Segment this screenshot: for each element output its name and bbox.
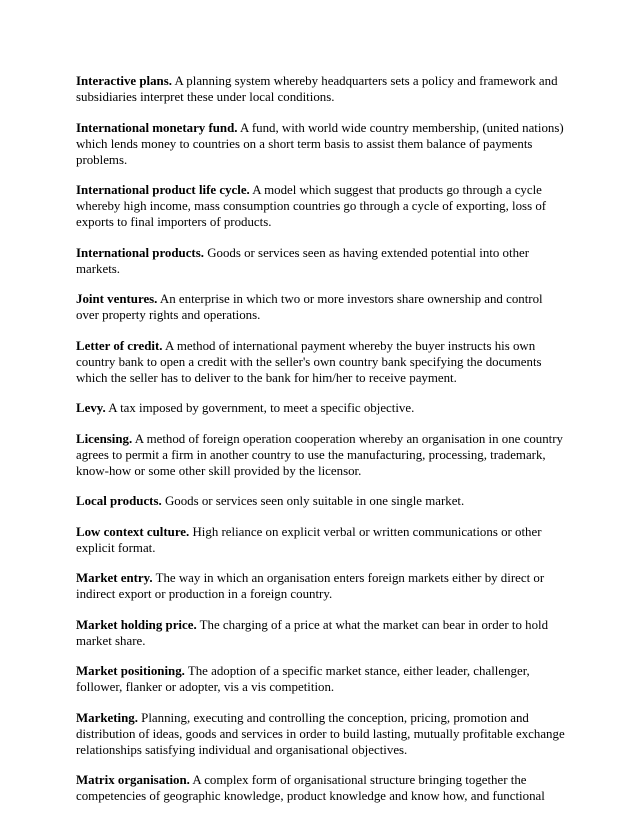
glossary-entry <box>76 400 566 416</box>
glossary-definition: A fund, with world wide country membership, (united nations) which lends money to countries on a short term basis to assist them balance of payments problems. <box>76 120 564 167</box>
glossary-entry <box>76 73 566 105</box>
glossary-definition: Goods or services seen as having extended potential into other markets. <box>76 245 530 276</box>
glossary-definition: A tax imposed by government, to meet a specific objective. <box>108 401 415 415</box>
glossary-entry <box>76 710 566 758</box>
glossary-definition: A method of international payment whereby the buyer instructs his own country bank to open a credit with the seller's own country bank specifying the documents which the seller has to deliver to the bank for him/her to receive payment. <box>76 338 542 385</box>
glossary-definition: A model which suggest that products go through a cycle whereby high income, mass consumption countries go through a cycle of exporting, loss of exports to final importers of products. <box>76 183 547 229</box>
glossary-term: International product life cycle. <box>76 183 250 197</box>
glossary-definition: A complex form of organisational structure bringing together the competencies of geographic knowledge, product knowledge and know how, and functional <box>76 773 545 803</box>
glossary-entry <box>76 338 566 386</box>
glossary-term: Matrix organisation. <box>76 773 190 787</box>
glossary-term: Interactive plans. <box>76 74 172 88</box>
glossary-term: Market positioning. <box>76 664 185 678</box>
glossary-entry <box>76 120 566 168</box>
glossary-definition: An enterprise in which two or more investors share ownership and control over property rights and operations. <box>76 292 543 322</box>
glossary-term: Low context culture. <box>76 524 190 539</box>
glossary-entry <box>76 245 566 277</box>
glossary-definition: A planning system whereby headquarters sets a policy and framework and subsidiaries interpret these under local conditions. <box>76 74 558 104</box>
glossary-definition: A method of foreign operation cooperation whereby an organisation in one country agrees to permit a firm in another country to use the manufacturing, processing, trademark, know-how or some other skill provided by the licensor. <box>76 431 564 478</box>
glossary-term: Letter of credit. <box>76 338 163 353</box>
glossary-definition: The charging of a price at what the market can bear in order to hold market share. <box>76 617 549 648</box>
glossary-definition: The way in which an organisation enters foreign markets either by direct or indirect export or production in a foreign country. <box>76 571 545 601</box>
glossary-entry <box>76 524 566 556</box>
glossary-term: Joint ventures. <box>76 292 158 306</box>
glossary-term: International monetary fund. <box>76 120 238 135</box>
glossary-definition: The adoption of a specific market stance, either leader, challenger, follower, flanker or adopter, vis a vis competition. <box>76 664 530 694</box>
glossary-term: Market entry. <box>76 571 153 585</box>
glossary-entry <box>76 772 566 804</box>
glossary-definition: Planning, executing and controlling the conception, pricing, promotion and distribution of ideas, goods and services in order to build lasting, mutually profitable exchange relationships satisfying individual and organisational objectives. <box>76 710 565 757</box>
glossary-entry <box>76 431 566 479</box>
glossary-entry <box>76 182 566 230</box>
glossary-term: Local products. <box>76 494 162 508</box>
glossary-entry <box>76 291 566 323</box>
glossary-term: International products. <box>76 245 204 260</box>
glossary-term: Marketing. <box>76 710 138 725</box>
glossary-term: Levy. <box>76 401 106 415</box>
glossary-entry <box>76 493 566 509</box>
glossary-entry <box>76 617 566 649</box>
glossary-definition: High reliance on explicit verbal or written communications or other explicit format. <box>76 524 542 555</box>
glossary-term: Licensing. <box>76 431 133 446</box>
glossary-term: Market holding price. <box>76 617 197 632</box>
glossary-entry <box>76 663 566 695</box>
glossary-definition: Goods or services seen only suitable in one single market. <box>164 494 465 508</box>
glossary-list <box>76 73 566 819</box>
glossary-entry <box>76 570 566 602</box>
